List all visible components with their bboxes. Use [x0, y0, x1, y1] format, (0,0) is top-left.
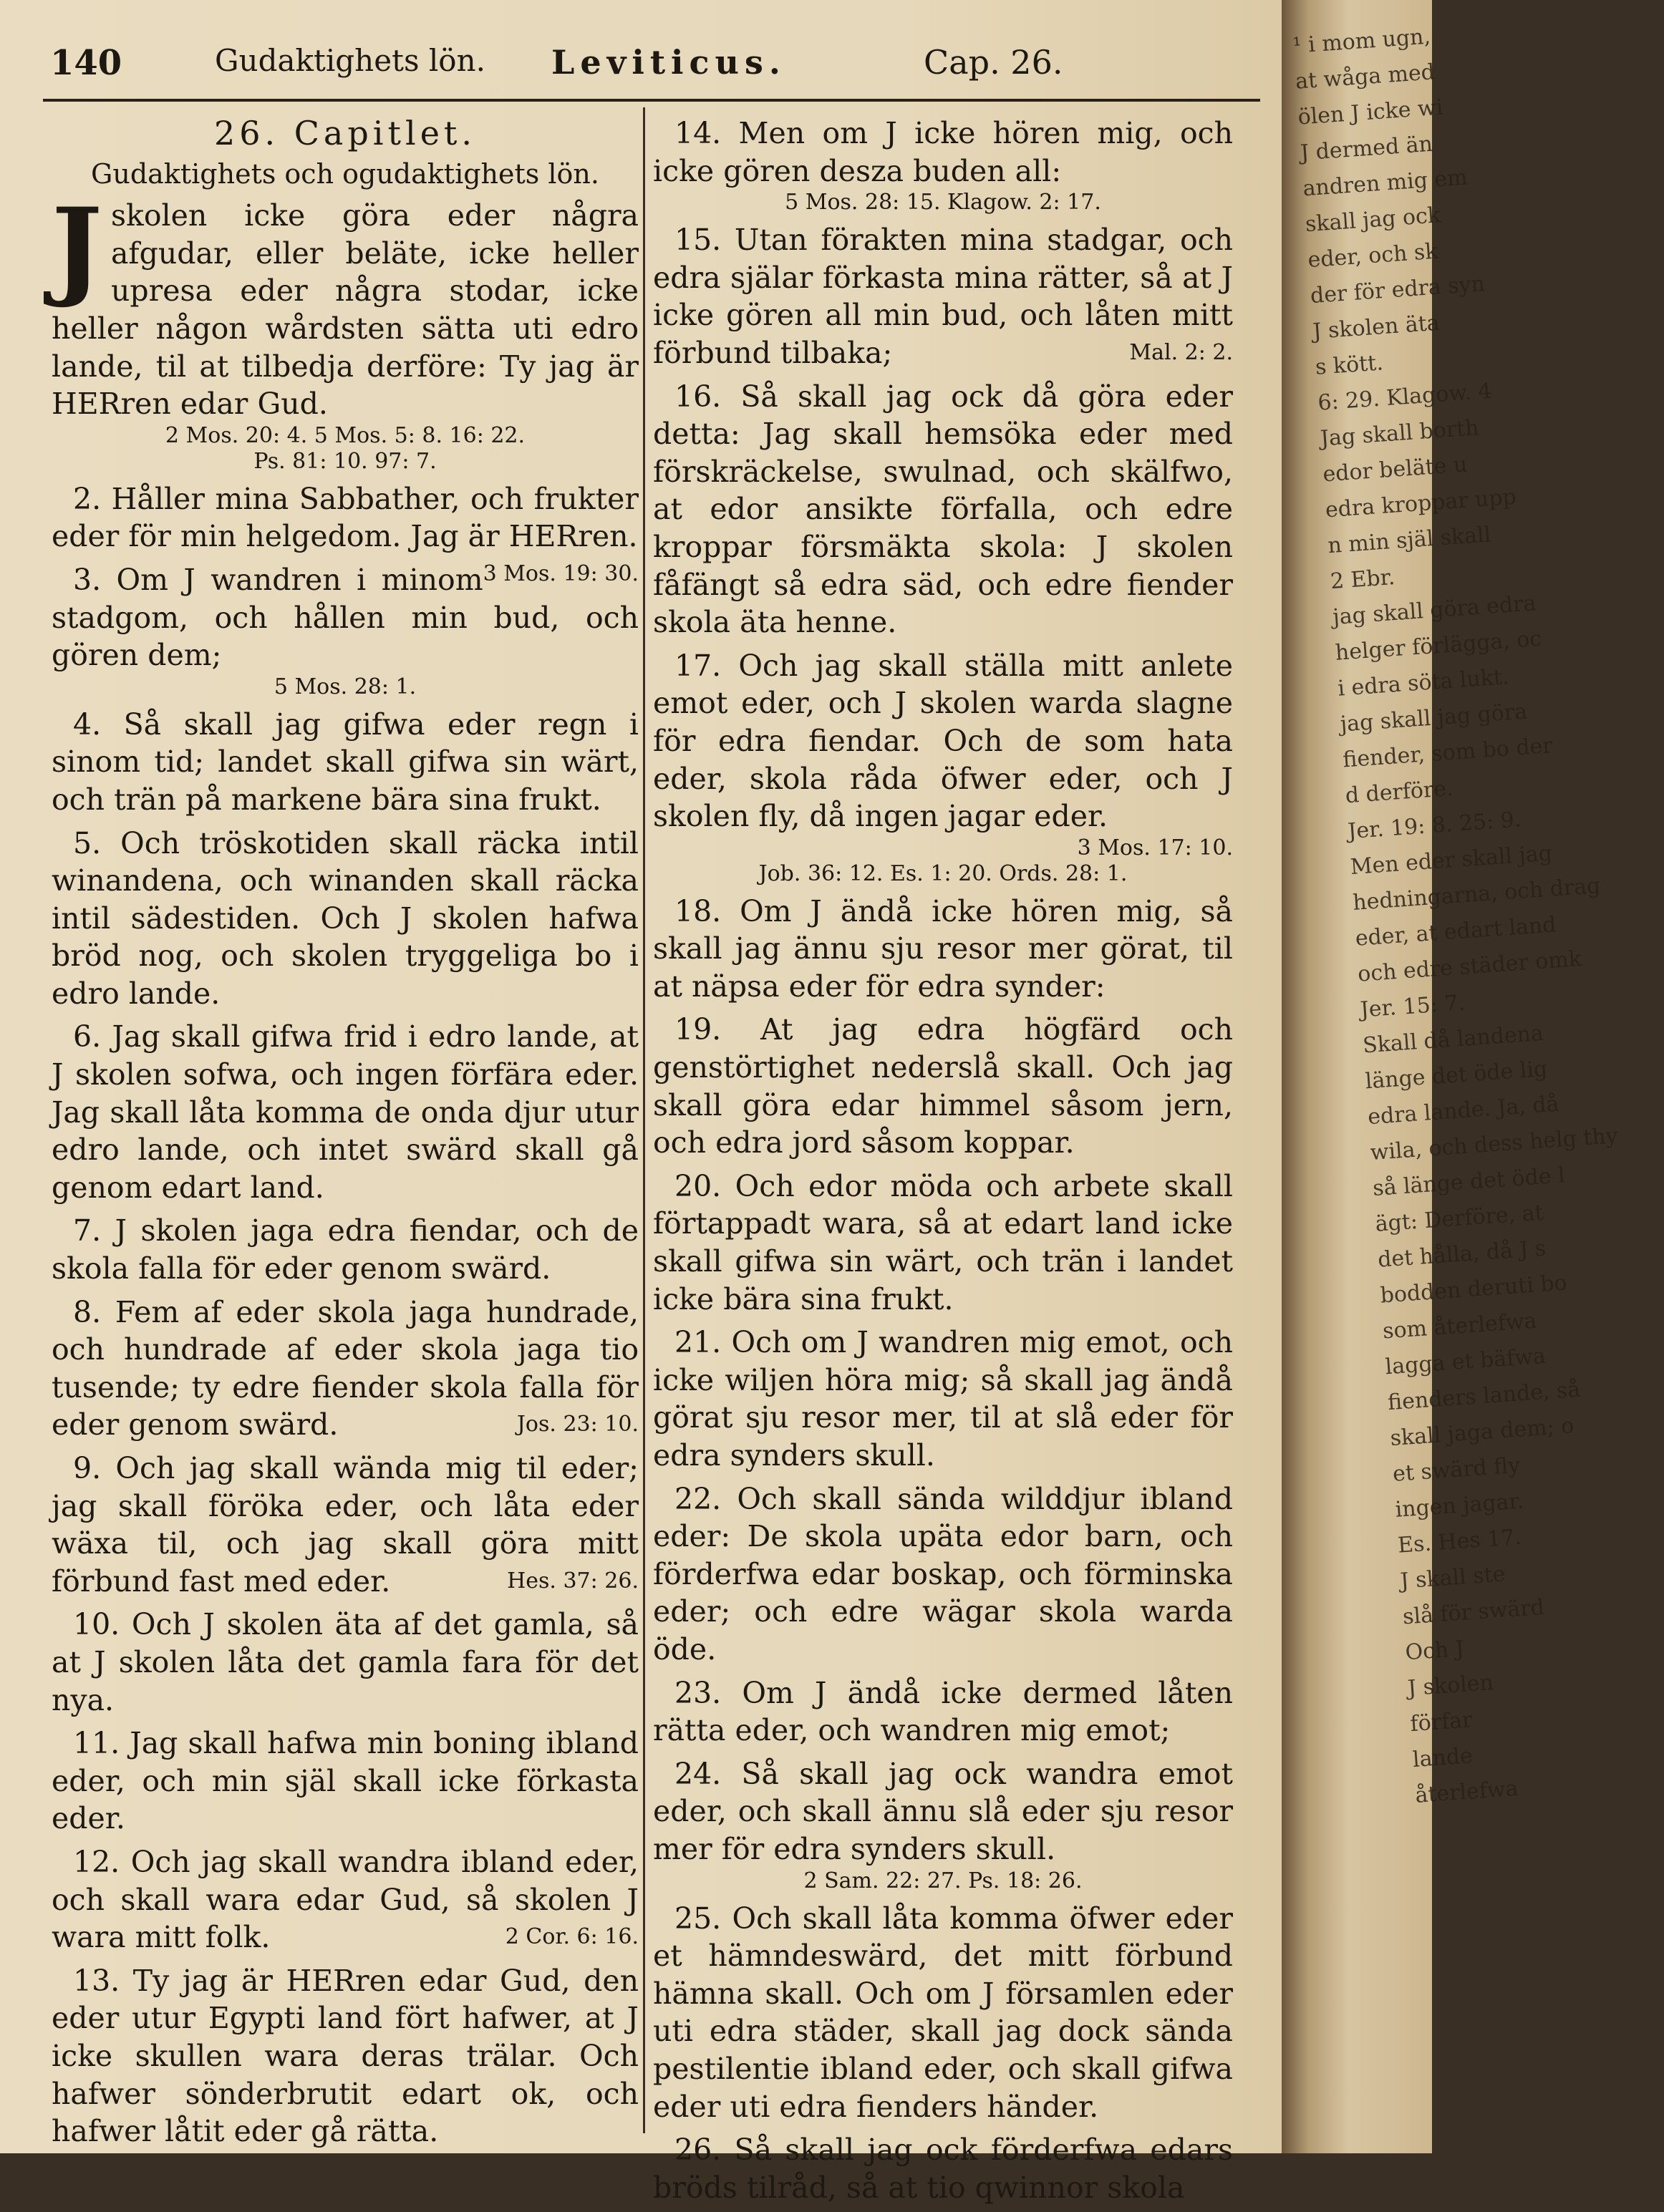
verse-23	[653, 1674, 1233, 1750]
verse-text: 9. Och jag skall wända mig til eder; jag skall föröka eder, och låta eder wäxa til, och jag skall göra mitt förbund fast med eder.	[52, 1451, 639, 1599]
adjacent-page-line: andren mig em	[1302, 165, 1469, 202]
verse-17	[653, 647, 1233, 887]
verse-11	[52, 1725, 639, 1838]
header-chapter: Cap. 26.	[924, 43, 1063, 82]
adjacent-page-line: jag skall göra edra	[1332, 591, 1537, 630]
verse-text: 10. Och J skolen äta af det gamla, så at J skolen låta det gamla fara för det nya.	[52, 1607, 639, 1717]
verse-text: 23. Om J ändå icke dermed låten rätta eder, och wandren mig emot;	[653, 1675, 1233, 1748]
verse-20	[653, 1168, 1233, 1318]
right-column	[653, 115, 1233, 2212]
adjacent-page-line: fiender, som bo der	[1342, 733, 1554, 773]
adjacent-page-line: ingen jagar.	[1394, 1488, 1525, 1523]
adjacent-page-line: Skall då landena	[1362, 1020, 1544, 1059]
verse-16	[653, 378, 1233, 641]
verse-7	[52, 1212, 639, 1287]
verse-text: 12. Och jag skall wandra ibland eder, och skall wara edar Gud, så skolen J wara mitt folk.	[52, 1844, 639, 1955]
adjacent-page-line: J skolen äta	[1312, 310, 1441, 344]
adjacent-page-line: at wåga med	[1294, 59, 1436, 94]
adjacent-page-line: 2 Ebr.	[1329, 564, 1396, 595]
verse-text: 14. Men om J icke hören mig, och icke gören desza buden all:	[653, 116, 1233, 188]
adjacent-page-line: bodden deruti bo	[1379, 1270, 1568, 1309]
adjacent-page-line: eder, och sk	[1307, 238, 1439, 273]
verse-text: skolen icke göra eder några afgudar, eller beläte, icke heller upresa eder några stodar, icke heller någon wårdsten sätta uti edro lande, til at tilbedja derföre: Ty jag är HERren edar Gud.	[52, 198, 639, 422]
verse-text: 6. Jag skall gifwa frid i edro lande, at J skolen sofwa, och ingen förfära eder. Jag skall låta komma de onda djur utur edro lande, och intet swärd skall gå genom edart land.	[52, 1019, 639, 1205]
page-number: 140	[50, 43, 122, 83]
cross-reference: 2 Mos. 20: 4. 5 Mos. 5: 8. 16: 22.	[165, 422, 526, 448]
verse-text: 15. Utan förakten mina stadgar, och edra själar förkasta mina rätter, så at J icke gören all min bud, och låten mitt förbund tilbaka;	[653, 223, 1233, 370]
verse-text: 18. Om J ändå icke hören mig, så skall jag ännu sju resor mer görat, til at näpsa eder för edra synder:	[653, 893, 1233, 1004]
verse-26	[653, 2131, 1233, 2206]
cross-reference: 5 Mos. 28: 1.	[274, 674, 417, 699]
header-book-title: Leviticus.	[551, 43, 786, 82]
adjacent-page-line: Jer. 19: 8. 25: 9.	[1347, 807, 1522, 845]
verse-25	[653, 1900, 1233, 2126]
adjacent-page-line: Jag skall borth	[1319, 415, 1480, 452]
adjacent-page-line: wila, och dess helg thy	[1369, 1123, 1619, 1166]
adjacent-page-line: Jer. 15: 7.	[1359, 990, 1466, 1023]
verse-10	[52, 1606, 639, 1719]
verse-text: 7. J skolen jaga edra fiendar, och de skola falla för eder genom swärd.	[52, 1213, 639, 1286]
left-column	[52, 115, 639, 2156]
verse-15	[653, 221, 1233, 372]
verse-1	[52, 185, 639, 475]
adjacent-page-line: fienders lande, så	[1387, 1377, 1582, 1416]
cross-reference: Mal. 2: 2.	[1129, 339, 1233, 365]
cross-reference: 2 Sam. 22: 27. Ps. 18: 26.	[803, 1868, 1083, 1893]
chapter-title: 26. Capitlet.	[213, 114, 477, 152]
adjacent-page-line: Men eder skall jag	[1349, 840, 1553, 881]
adjacent-page-line: n min själ skall	[1327, 522, 1492, 559]
adjacent-page-line: et swärd fly	[1392, 1452, 1522, 1488]
verse-9	[52, 1450, 639, 1600]
adjacent-page-line: eder, at edart land	[1354, 912, 1557, 951]
adjacent-page-line: 6: 29. Klagow. 4	[1317, 378, 1493, 416]
adjacent-page-line: skall jag ock	[1304, 203, 1442, 238]
adjacent-page-line: så länge det öde l	[1372, 1163, 1566, 1202]
verse-text: 13. Ty jag är HERren edar Gud, den eder utur Egypti land fört hafwer, at J icke skullen wara deras trälar. Och hafwer sönderbrutit edart ok, och hafwer låtit eder gå rätta.	[52, 1963, 639, 2149]
verse-18	[653, 893, 1233, 1006]
verse-text: 25. Och skall låta komma öfwer eder et hämndeswärd, det mitt förbund hämna skall. Och om J församlen eder uti edra städer, skall jag dock sända pestilentie ibland eder, och skall gifwa eder uti edra fienders händer.	[653, 1901, 1233, 2124]
verse-text: 21. Och om J wandren mig emot, och icke wiljen höra mig; så skall jag ändå görat sju resor mer, til at slå eder för edra synders skull.	[653, 1325, 1233, 1473]
verse-text: 19. At jag edra högfärd och genstörtighet nederslå skall. Och jag skall göra edar himmel såsom jern, och edra jord såsom koppar.	[653, 1012, 1233, 1160]
adjacent-page-line: och edre städer omk	[1357, 946, 1583, 987]
adjacent-page-line: ägt: Derföre, at	[1374, 1200, 1544, 1237]
verse-text: 16. Så skall jag ock då göra eder detta: Jag skall hemsöka eder med förskräckelse, swulnad, och skälfwo, at edor ansikte förfalla, och edre kroppar försmäkta skola: J skolen fåfängt så edra säd, och edre fiender skola äta henne.	[653, 379, 1233, 640]
adjacent-page-line: J dermed än	[1299, 131, 1433, 166]
verse-13	[52, 1962, 639, 2150]
verse-4	[52, 706, 639, 819]
verse-text: 5. Och tröskotiden skall räcka intil winandena, och winanden skall räcka intil sädestiden. Och J skolen hafwa bröd nog, och skolen tryggeliga bo i edro lande.	[52, 825, 639, 1011]
verse-2	[52, 480, 639, 586]
adjacent-page-line: ¹ i mom ugn,	[1292, 24, 1432, 59]
adjacent-page-line: J skall ste	[1399, 1561, 1506, 1594]
verse-24	[653, 1755, 1233, 1894]
adjacent-page-line: ölen J icke wi	[1297, 94, 1444, 130]
drop-cap: J	[52, 185, 102, 311]
adjacent-page-line: lande	[1411, 1743, 1474, 1773]
cross-reference: Hes. 37: 26.	[507, 1568, 639, 1593]
adjacent-page-line: som återlefwa	[1382, 1308, 1538, 1344]
verse-text: 11. Jag skall hafwa min boning ibland eder, och min själ skall icke förkasta eder.	[52, 1726, 639, 1836]
verse-text: 17. Och jag skall ställa mitt anlete emot eder, och J skolen warda slagne för edra fiendar. Och de som hata eder, skola råda öfwer eder, och J skolen fly, då ingen jagar eder.	[653, 648, 1233, 834]
adjacent-page-line: det hålla, då J s	[1377, 1236, 1547, 1273]
adjacent-page-line: förfar	[1409, 1707, 1474, 1737]
verse-text: 4. Så skall jag gifwa eder regn i sinom tid; landet skall gifwa sin wärt, och trän på markene bära sina frukt.	[52, 707, 639, 817]
verse-22	[653, 1480, 1233, 1669]
verse-5	[52, 825, 639, 1013]
adjacent-page-line: edor beläte u	[1322, 452, 1469, 487]
adjacent-page-edge	[1282, 0, 1619, 2153]
adjacent-page-line: J skolen	[1406, 1670, 1494, 1702]
adjacent-page-line: lagga et bäfwa	[1384, 1343, 1547, 1380]
adjacent-page-line: skall jaga dem; o	[1389, 1413, 1575, 1452]
adjacent-page-line: länge det öde lig	[1364, 1056, 1549, 1095]
verse-19	[653, 1011, 1233, 1161]
header-rule	[43, 99, 1260, 102]
verse-6	[52, 1018, 639, 1206]
adjacent-page-line: jag skall jag göra	[1339, 699, 1529, 737]
adjacent-page-line: edra kroppar upp	[1324, 484, 1517, 523]
adjacent-page-text	[1292, 19, 1619, 1814]
verse-text: 8. Fem af eder skola jaga hundrade, och hundrade af eder skola jaga tio tusende; ty edre fiender skola falla för eder genom swärd.	[52, 1294, 639, 1442]
adjacent-page-line: i edra söta lukt.	[1337, 664, 1510, 702]
verse-8	[52, 1294, 639, 1444]
verse-text: 24. Så skall jag ock wandra emot eder, och skall ännu slå eder sju resor mer för edra synders skull.	[653, 1756, 1233, 1866]
adjacent-page-line: återlefwa	[1414, 1775, 1519, 1808]
adjacent-page-line: der för edra syn	[1309, 271, 1486, 309]
cross-reference: 2 Cor. 6: 16.	[505, 1924, 639, 1950]
cross-reference: Job. 36: 12. Es. 1: 20. Ords. 28: 1.	[758, 860, 1128, 886]
cross-reference: 3 Mos. 19: 30.	[483, 561, 639, 586]
verse-text: 22. Och skall sända wilddjur ibland eder: De skola upäta edor barn, och förderfwa edar boskap, och förminska eder; och edre wägar skola warda öde.	[653, 1481, 1233, 1667]
verse-text: 3. Om J wandren i minom stadgom, och hållen min bud, och gören dem;	[52, 562, 639, 673]
cross-reference: Jos. 23: 10.	[516, 1412, 639, 1437]
adjacent-page-line: Es. Hes 17.	[1396, 1524, 1522, 1558]
adjacent-page-line: helger förlägga, oc	[1334, 626, 1543, 666]
cross-reference: Ps. 81: 10. 97: 7.	[253, 448, 437, 474]
column-divider	[643, 107, 645, 2133]
adjacent-page-line: hedningarna, och drag	[1352, 873, 1602, 916]
verse-text: 2. Håller mina Sabbather, och frukter eder för min helgedom. Jag är HERren.	[52, 481, 639, 554]
adjacent-page-line: s kött.	[1314, 350, 1384, 380]
running-header	[50, 43, 1253, 93]
verse-12	[52, 1843, 639, 1956]
adjacent-page-line: slå för swärd	[1401, 1594, 1545, 1630]
chapter-subtitle: Gudaktighets och ogudaktighets lön.	[91, 157, 599, 190]
adjacent-page-line: edra lande. Ja, då	[1367, 1091, 1560, 1130]
verse-text: 20. Och edor möda och arbete skall förtappadt wara, så at edart land icke skall gifwa sin wärt, och trän i landet icke bära sina frukt.	[653, 1168, 1233, 1316]
verse-14	[653, 115, 1233, 215]
verse-21	[653, 1324, 1233, 1474]
adjacent-page-line: d derföre.	[1344, 775, 1454, 809]
verse-text: 26. Så skall jag ock förderfwa edars bröds tilråd, så at tio qwinnor skola	[653, 2133, 1233, 2205]
header-left-title: Gudaktighets lön.	[215, 43, 485, 78]
cross-reference: 3 Mos. 17: 10.	[1077, 835, 1233, 860]
adjacent-page-line: Och J	[1404, 1636, 1465, 1666]
cross-reference: 5 Mos. 28: 15. Klagow. 2: 17.	[785, 190, 1101, 215]
